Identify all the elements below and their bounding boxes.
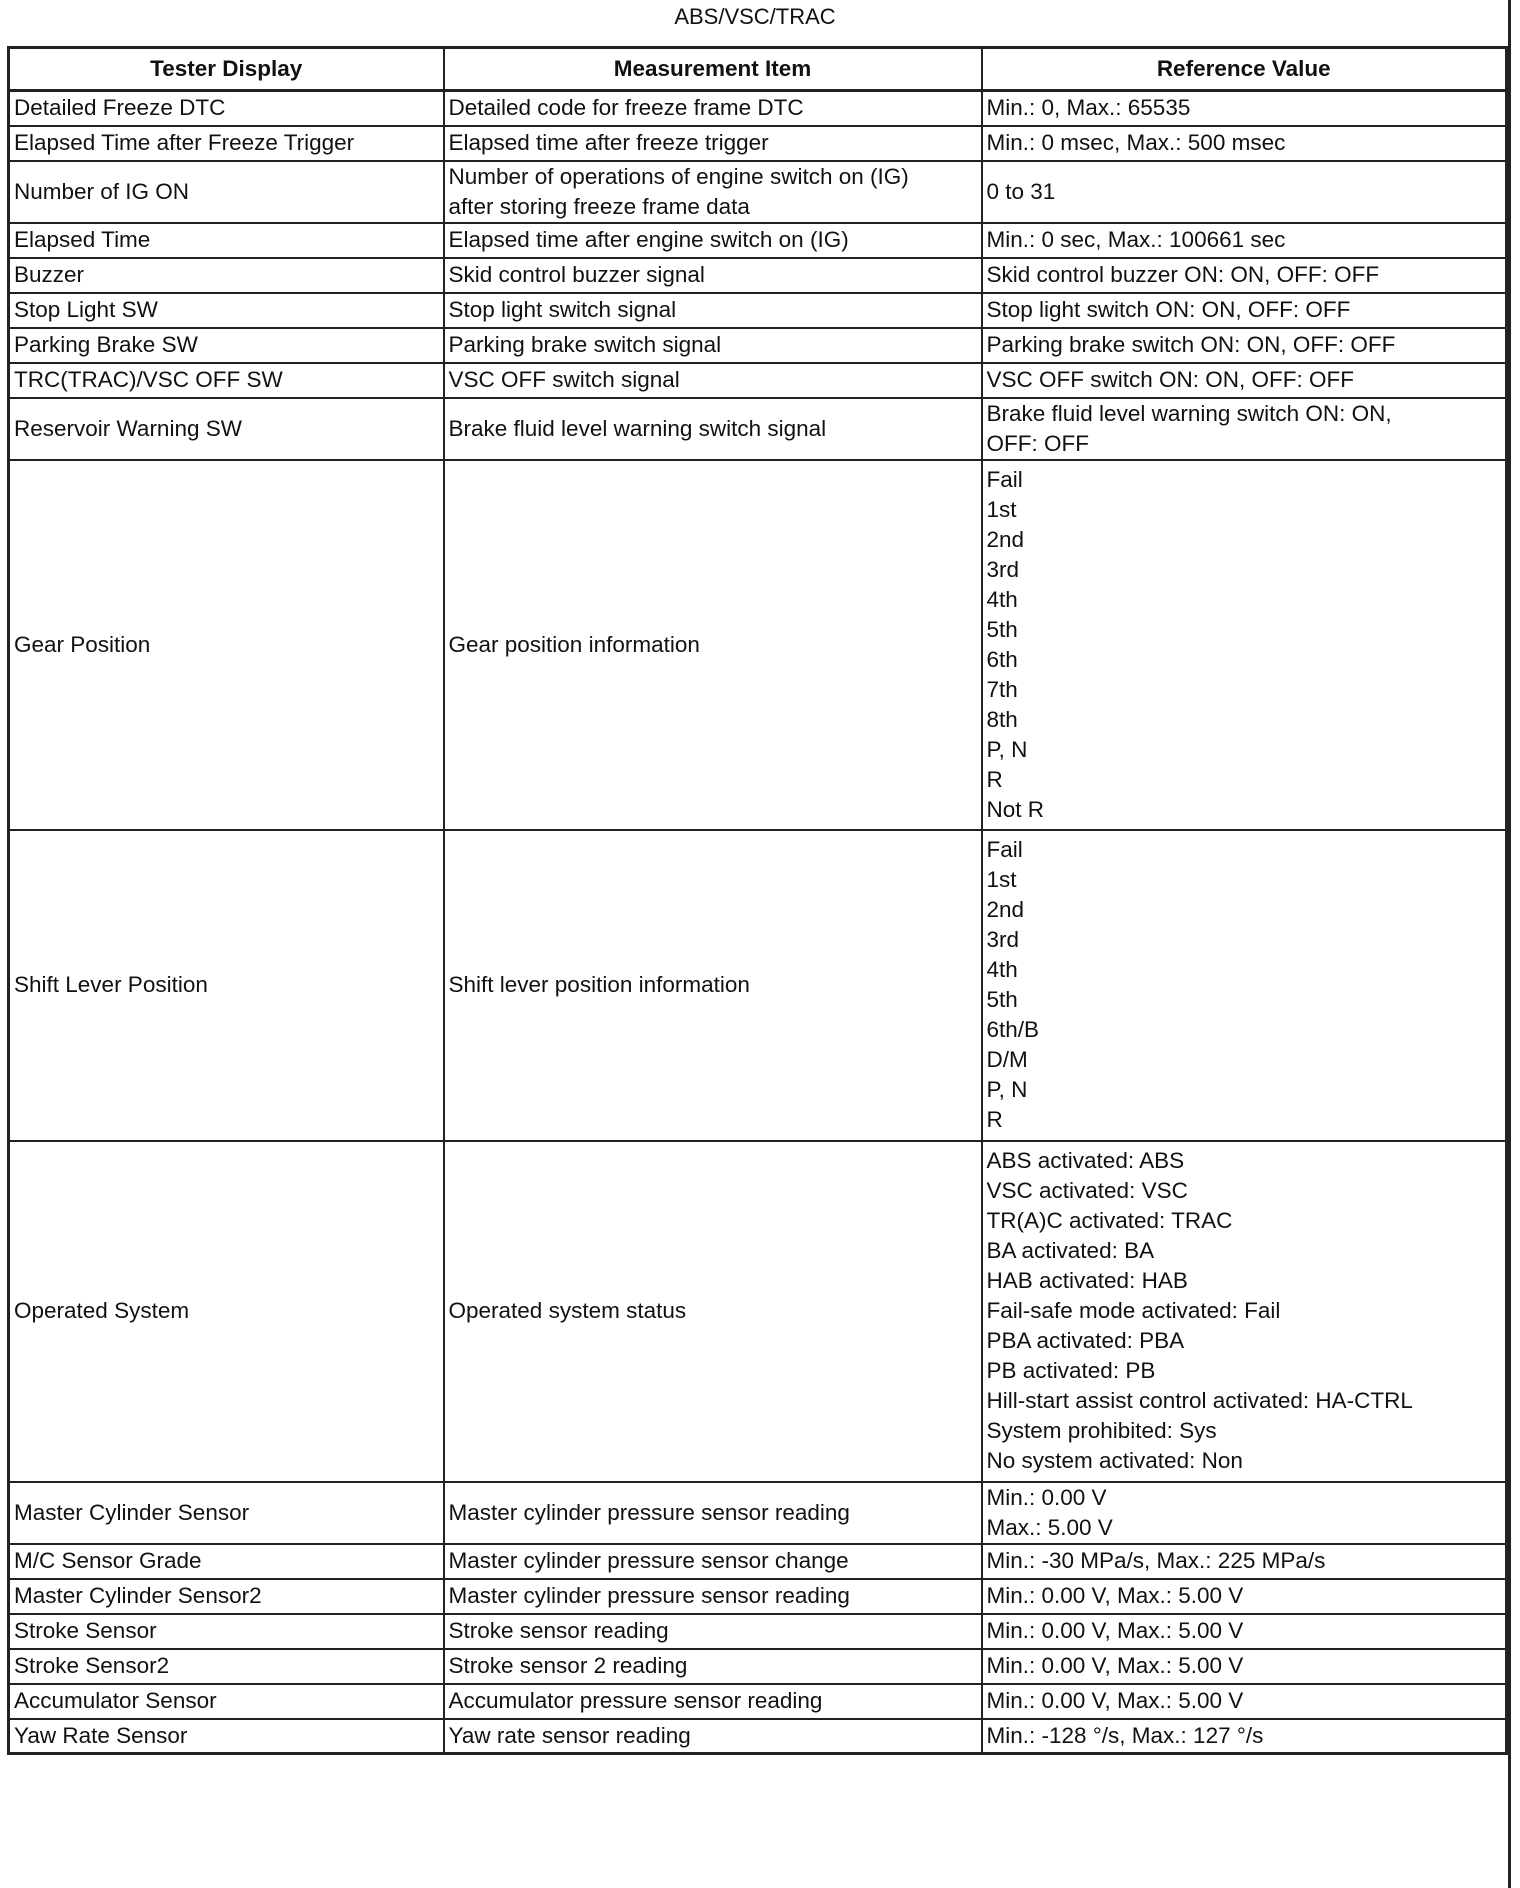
reference-value-cell: Min.: 0.00 V, Max.: 5.00 V xyxy=(982,1614,1507,1649)
tester-display-cell: Stroke Sensor2 xyxy=(9,1649,444,1684)
measurement-item-cell: Number of operations of engine switch on (IG) after storing freeze frame data xyxy=(444,161,982,223)
reference-value-cell: Fail 1st 2nd 3rd 4th 5th 6th 7th 8th P, N R Not R xyxy=(982,460,1507,830)
tester-display-cell: Stroke Sensor xyxy=(9,1614,444,1649)
reference-value-cell: Min.: -30 MPa/s, Max.: 225 MPa/s xyxy=(982,1544,1507,1579)
reference-value-cell: Skid control buzzer ON: ON, OFF: OFF xyxy=(982,258,1507,293)
reference-value-cell: Brake fluid level warning switch ON: ON, OFF: OFF xyxy=(982,398,1507,460)
reference-value-cell: Min.: 0.00 V, Max.: 5.00 V xyxy=(982,1684,1507,1719)
tester-display-cell: Gear Position xyxy=(9,460,444,830)
column-header-reference-value: Reference Value xyxy=(982,48,1507,91)
measurement-item-cell: Master cylinder pressure sensor reading xyxy=(444,1482,982,1544)
measurement-item-cell: Detailed code for freeze frame DTC xyxy=(444,91,982,126)
measurement-item-cell: Parking brake switch signal xyxy=(444,328,982,363)
measurement-item-cell: VSC OFF switch signal xyxy=(444,363,982,398)
tester-display-cell: Buzzer xyxy=(9,258,444,293)
table-row xyxy=(9,161,1507,223)
measurement-item-cell: Master cylinder pressure sensor reading xyxy=(444,1579,982,1614)
table-row xyxy=(9,1684,1507,1719)
table-row xyxy=(9,1544,1507,1579)
measurement-item-cell: Shift lever position information xyxy=(444,830,982,1141)
measurement-item-cell: Accumulator pressure sensor reading xyxy=(444,1684,982,1719)
page-title: ABS/VSC/TRAC xyxy=(674,4,836,29)
reference-value-cell: Min.: 0 sec, Max.: 100661 sec xyxy=(982,223,1507,258)
table-row xyxy=(9,126,1507,161)
tester-display-cell: Parking Brake SW xyxy=(9,328,444,363)
table-row xyxy=(9,1719,1507,1754)
tester-display-cell: Master Cylinder Sensor2 xyxy=(9,1579,444,1614)
measurement-item-cell: Elapsed time after freeze trigger xyxy=(444,126,982,161)
reference-value-cell: ABS activated: ABS VSC activated: VSC TR(A)C activated: TRAC BA activated: BA HAB activated: HAB Fail-safe mode activated: Fail PBA activated: PBA PB activated: PB Hill-start assist control activated: HA-CTRL System prohibited: Sys No system activated: Non xyxy=(982,1141,1507,1482)
reference-value-cell: Min.: -128 °/s, Max.: 127 °/s xyxy=(982,1719,1507,1754)
tester-display-cell: Accumulator Sensor xyxy=(9,1684,444,1719)
measurement-item-cell: Stroke sensor reading xyxy=(444,1614,982,1649)
tester-display-cell: Number of IG ON xyxy=(9,161,444,223)
table-row xyxy=(9,258,1507,293)
tester-display-cell: Reservoir Warning SW xyxy=(9,398,444,460)
table-row xyxy=(9,293,1507,328)
reference-value-cell: Min.: 0.00 V Max.: 5.00 V xyxy=(982,1482,1507,1544)
table-row xyxy=(9,460,1507,830)
tester-display-cell: TRC(TRAC)/VSC OFF SW xyxy=(9,363,444,398)
table-row xyxy=(9,328,1507,363)
reference-value-cell: Stop light switch ON: ON, OFF: OFF xyxy=(982,293,1507,328)
tester-display-cell: Detailed Freeze DTC xyxy=(9,91,444,126)
measurement-item-cell: Master cylinder pressure sensor change xyxy=(444,1544,982,1579)
table-row xyxy=(9,1579,1507,1614)
measurement-item-cell: Skid control buzzer signal xyxy=(444,258,982,293)
tester-display-cell: Shift Lever Position xyxy=(9,830,444,1141)
tester-display-cell: Master Cylinder Sensor xyxy=(9,1482,444,1544)
table-row xyxy=(9,1614,1507,1649)
tester-display-cell: Stop Light SW xyxy=(9,293,444,328)
tester-display-cell: Elapsed Time xyxy=(9,223,444,258)
measurement-item-cell: Yaw rate sensor reading xyxy=(444,1719,982,1754)
tester-display-cell: Operated System xyxy=(9,1141,444,1482)
reference-value-cell: Parking brake switch ON: ON, OFF: OFF xyxy=(982,328,1507,363)
reference-value-cell: Min.: 0.00 V, Max.: 5.00 V xyxy=(982,1649,1507,1684)
tester-display-cell: M/C Sensor Grade xyxy=(9,1544,444,1579)
table-row xyxy=(9,830,1507,1141)
measurement-item-cell: Stroke sensor 2 reading xyxy=(444,1649,982,1684)
reference-value-cell: VSC OFF switch ON: ON, OFF: OFF xyxy=(982,363,1507,398)
tester-display-cell: Elapsed Time after Freeze Trigger xyxy=(9,126,444,161)
table-row xyxy=(9,1141,1507,1482)
measurement-item-cell: Stop light switch signal xyxy=(444,293,982,328)
page-edge-rule xyxy=(1508,0,1511,1888)
tester-display-cell: Yaw Rate Sensor xyxy=(9,1719,444,1754)
column-header-tester-display: Tester Display xyxy=(9,48,444,91)
measurement-item-cell: Elapsed time after engine switch on (IG) xyxy=(444,223,982,258)
reference-value-cell: Min.: 0, Max.: 65535 xyxy=(982,91,1507,126)
reference-value-cell: Min.: 0 msec, Max.: 500 msec xyxy=(982,126,1507,161)
table-row xyxy=(9,363,1507,398)
table-row xyxy=(9,91,1507,126)
reference-value-cell: 0 to 31 xyxy=(982,161,1507,223)
measurement-item-cell: Gear position information xyxy=(444,460,982,830)
table-row xyxy=(9,1482,1507,1544)
measurement-item-cell: Brake fluid level warning switch signal xyxy=(444,398,982,460)
column-header-measurement-item: Measurement Item xyxy=(444,48,982,91)
table-row xyxy=(9,398,1507,460)
table-row xyxy=(9,1649,1507,1684)
data-list-table xyxy=(7,46,1508,1755)
reference-value-cell: Fail 1st 2nd 3rd 4th 5th 6th/B D/M P, N R xyxy=(982,830,1507,1141)
header-row xyxy=(9,48,1507,91)
table-row xyxy=(9,223,1507,258)
reference-value-cell: Min.: 0.00 V, Max.: 5.00 V xyxy=(982,1579,1507,1614)
measurement-item-cell: Operated system status xyxy=(444,1141,982,1482)
